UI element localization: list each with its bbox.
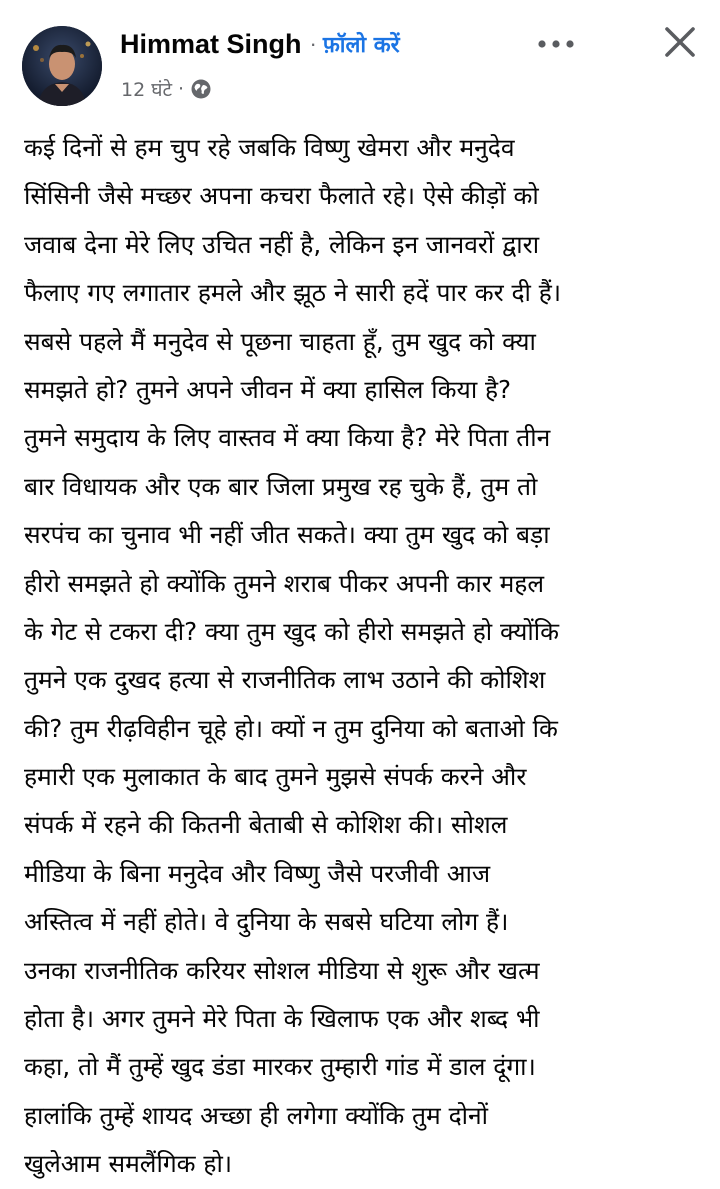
post-text-line: उनका राजनीतिक करियर सोशल मीडिया से शुरू और खत्म	[24, 955, 540, 985]
post-text-line: फैलाए गए लगातार हमले और झूठ ने सारी हदें पार कर दी हैं।	[24, 278, 562, 308]
author-avatar[interactable]	[22, 26, 102, 106]
post-text-line: तुमने एक दुखद हत्या से राजनीतिक लाभ उठाने की कोशिश	[24, 665, 546, 695]
author-name[interactable]: Himmat Singh	[120, 28, 302, 59]
post-text-line: हालांकि तुम्हें शायद अच्छा ही लगेगा क्योंकि तुम दोनों	[24, 1100, 489, 1130]
post-text-line: अस्तित्व में नहीं होते। वे दुनिया के सबसे घटिया लोग हैं।	[24, 907, 509, 937]
post-timestamp[interactable]: 12 घंटे	[121, 79, 173, 101]
post-text-line: सिंसिनी जैसे मच्छर अपना कचरा फैलाते रहे। ऐसे कीड़ों को	[24, 181, 539, 211]
avatar-photo	[22, 26, 102, 106]
post-text-line: की? तुम रीढ़विहीन चूहे हो। क्यों न तुम दुनिया को बताओ कि	[24, 713, 558, 743]
post-text-line: के गेट से टकरा दी? क्या तुम खुद को हीरो समझते हो क्योंकि	[24, 616, 559, 646]
author-row	[120, 24, 400, 64]
close-icon	[663, 25, 697, 59]
post-text-line: तुमने समुदाय के लिए वास्तव में क्या किया है? मेरे पिता तीन	[24, 423, 551, 453]
post-text-line: बार विधायक और एक बार जिला प्रमुख रह चुके हैं, तुम तो	[24, 471, 538, 501]
post-text-line: होता है। अगर तुमने मेरे पिता के खिलाफ एक और शब्द भी	[24, 1004, 540, 1034]
more-horizontal-icon	[536, 39, 576, 49]
post-meta	[121, 74, 212, 104]
post-text-line: सरपंच का चुनाव भी नहीं जीत सकते। क्या तुम खुद को बड़ा	[24, 520, 550, 550]
post-text-line: कई दिनों से हम चुप रहे जबकि विष्णु खेमरा और मनुदेव	[24, 133, 515, 162]
post-text-line: खुलेआम समलैंगिक हो।	[24, 1149, 233, 1179]
post-text-line: हमारी एक मुलाकात के बाद तुमने मुझसे संपर्क करने और	[24, 762, 527, 792]
post-text-line: सबसे पहले मैं मनुदेव से पूछना चाहता हूँ, तुम खुद को क्या	[24, 326, 536, 356]
post-text-line: संपर्क में रहने की कितनी बेताबी से कोशिश की। सोशल	[24, 810, 508, 840]
post-text-line: मीडिया के बिना मनुदेव और विष्णु जैसे परजीवी आज	[24, 858, 491, 888]
post-text-line: समझते हो? तुमने अपने जीवन में क्या हासिल किया है?	[24, 374, 512, 404]
post-header	[0, 0, 720, 120]
post-text-line: हीरो समझते हो क्योंकि तुमने शराब पीकर अपनी कार महल	[24, 568, 545, 598]
close-button[interactable]	[656, 18, 704, 66]
post-text-line: जवाब देना मेरे लिए उचित नहीं है, लेकिन इन जानवरों द्वारा	[24, 229, 540, 259]
more-options-button[interactable]	[532, 30, 580, 58]
post-text	[24, 124, 714, 1189]
follow-button[interactable]: फ़ॉलो करें	[322, 33, 400, 58]
meta-separator: ·	[178, 78, 185, 100]
header-separator: ·	[309, 31, 317, 56]
globe-icon[interactable]	[190, 78, 212, 100]
post-text-line: कहा, तो मैं तुम्हें खुद डंडा मारकर तुम्हारी गांड में डाल दूंगा।	[24, 1052, 536, 1082]
